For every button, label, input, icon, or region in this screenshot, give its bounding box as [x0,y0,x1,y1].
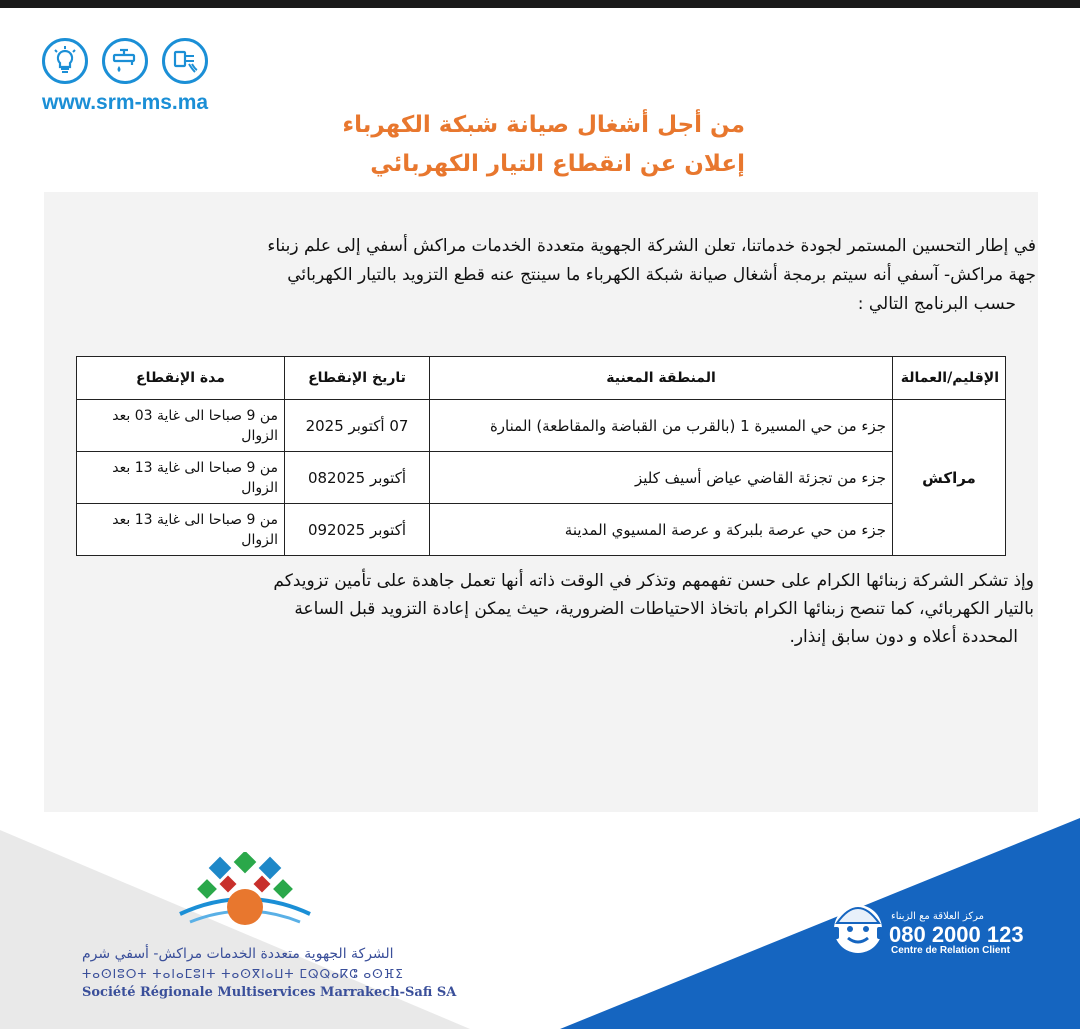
company-name-arabic: الشركة الجهوية متعددة الخدمات مراكش- أسفي شرم [82,946,394,962]
closing-line: بالتيار الكهربائي، كما تنصح زبنائها الكرام باتخاذ الاحتياطات الضرورية، حيث يمكن إعادة التزويد قبل الساعة [294,599,1034,619]
announcement-title: من أجل أشغال صيانة شبكة الكهرباء [342,112,745,138]
lightbulb-icon [42,38,88,84]
duration-cell: من 9 صباحا الى غاية 13 بعد الزوال [77,504,285,556]
date-cell: أكتوبر 092025 [285,504,430,556]
table-row [77,452,1006,504]
intro-line: في إطار التحسين المستمر لجودة خدماتنا، تعلن الشركة الجهوية متعددة الخدمات مراكش أسفي إلى علم زبناء [267,236,1036,256]
service-icons [42,38,208,84]
announcement-subtitle: إعلان عن انقطاع التيار الكهربائي [370,151,745,177]
closing-line: وإذ تشكر الشركة زبنائها الكرام على حسن تفهمهم وتذكر في الوقت ذاته أنها تعمل جاهدة على تأمين تزويدكم [273,571,1034,591]
table-row [77,504,1006,556]
closing-paragraph [44,567,1034,651]
duration-cell: من 9 صباحا الى غاية 13 بعد الزوال [77,452,285,504]
province-cell: مراكش [893,400,1006,556]
outage-schedule-table [76,356,1006,556]
company-name-tifinagh: ⵜⴰⵙⵏⵓⵔⵜ ⵜⴰⵏⴰⵎⵓⵏⵜ ⵜⴰⵙⴳⵏⴰⵡⵜ ⵎⵕⵕⴰⴽⵛ ⴰⵙⴼⵉ [82,967,404,981]
table-row [77,400,1006,452]
top-bar [0,0,1080,8]
call-center-mascot-icon [827,893,889,959]
zone-cell: جزء من حي المسيرة 1 (بالقرب من القباضة والمقاطعة) المنارة [430,400,893,452]
date-cell: 07 أكتوبر 2025 [285,400,430,452]
header-duration: مدة الإنقطاع [77,357,285,400]
duration-cell: من 9 صباحا الى غاية 03 بعد الزوال [77,400,285,452]
call-center-number[interactable]: 080 2000 123 [889,922,1024,947]
water-tap-icon [102,38,148,84]
company-name-french: Société Régionale Multiservices Marrakech-Safi SA [82,985,457,1000]
company-logo [160,852,330,942]
zone-cell: جزء من حي عرصة بلبركة و عرصة المسيوي المدينة [430,504,893,556]
sanitation-icon [162,38,208,84]
call-center-subtitle: Centre de Relation Client [891,945,1010,956]
date-cell: أكتوبر 082025 [285,452,430,504]
intro-line: حسب البرنامج التالي : [857,294,1016,314]
intro-line: جهة مراكش- آسفي أنه سيتم برمجة أشغال صيانة شبكة الكهرباء ما سينتج عنه قطع التزويد بالتيار الكهربائي [287,265,1036,285]
table-header-row [77,357,1006,400]
zone-cell: جزء من تجزئة القاضي عياض أسيف كليز [430,452,893,504]
closing-line: المحددة أعلاه و دون سابق إنذار. [789,627,1018,647]
call-center-label: مركز العلاقة مع الزبناء [891,911,985,922]
header-zone: المنطقة المعنية [430,357,893,400]
website-url[interactable]: www.srm-ms.ma [42,91,209,114]
header-date: تاريخ الإنقطاع [285,357,430,400]
intro-paragraph [56,232,1036,319]
header-province: الإقليم/العمالة [893,357,1006,400]
